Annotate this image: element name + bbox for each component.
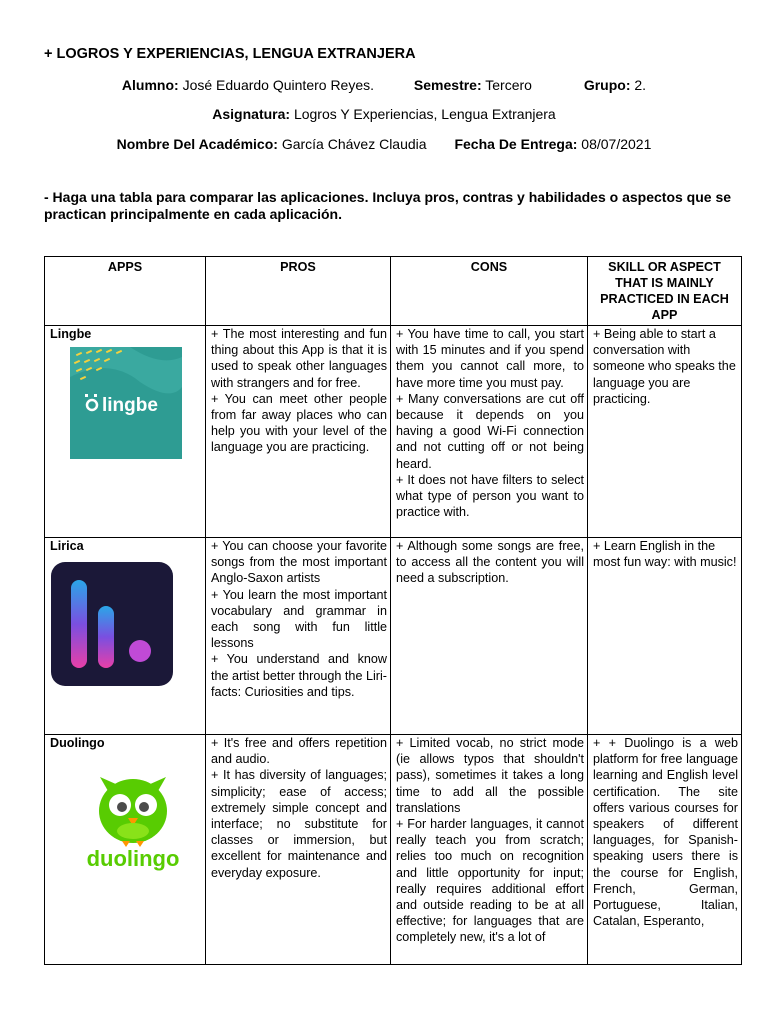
pros-cell-lingbe	[206, 326, 391, 538]
cons-cell-lirica	[391, 538, 588, 735]
grupo-label: Grupo:	[583, 77, 631, 93]
cons-item: + For harder languages, it cannot really teach you from scratch; relies too much on recognition and little opportunity for input; really requires additional effort and outside reading to be at all effective; for languages that are completely new, it's a lot of	[396, 817, 584, 945]
header-skill: SKILL OR ASPECT THAT IS MAINLY PRACTICED IN EACH APP	[588, 257, 742, 326]
alumno-value: José Eduardo Quintero Reyes.	[182, 77, 375, 93]
comparison-table	[44, 256, 742, 965]
pros-item: + You can choose your favorite songs from the most important Anglo-Saxon artists	[211, 539, 387, 586]
academico-label: Nombre Del Académico:	[116, 136, 278, 152]
table-header-row	[45, 257, 742, 326]
header-pros: PROS	[206, 257, 391, 326]
academic-line	[0, 136, 768, 152]
table-row	[45, 735, 742, 965]
pros-item: + You understand and know the artist better through the Liri-facts: Curiosities and tips.	[211, 652, 387, 699]
skill-item: + + Duolingo is a web platform for free language learning and English level certification. The site offers various courses for speakers of different languages, for Spanish-speaking users there is the course for English, French, German, Portuguese, Italian, Catalan, Esperanto,	[593, 736, 738, 929]
grupo-value: 2.	[634, 77, 647, 93]
app-cell-lirica	[45, 538, 206, 735]
fecha-value: 08/07/2021	[581, 136, 652, 152]
cons-item: + You have time to call, you start with 15 minutes and if you spend them you cannot call more, to have more time you must pay.	[396, 327, 584, 390]
cons-cell-lingbe	[391, 326, 588, 538]
fecha-label: Fecha De Entrega:	[454, 136, 578, 152]
skill-cell-lingbe	[588, 326, 742, 538]
semestre-value: Tercero	[485, 77, 532, 93]
header-cons: CONS	[391, 257, 588, 326]
app-name: Duolingo	[50, 736, 105, 750]
header-apps: APPS	[45, 257, 206, 326]
semestre-label: Semestre:	[413, 77, 482, 93]
app-cell-lingbe	[45, 326, 206, 538]
svg-text:lingbe: lingbe	[102, 395, 158, 417]
lingbe-logo	[70, 347, 182, 459]
pros-item: + You learn the most important vocabulary and grammar in each song with fun little lessons	[211, 587, 387, 651]
pros-item: + It has diversity of languages; simplicity; ease of access; extremely simple concept and interface; no substitute for classes or immersion, but excellent for maintenance and everyday exposure.	[211, 768, 387, 880]
pros-cell-lirica	[206, 538, 391, 735]
instruction-text: - Haga una tabla para comparar las aplicaciones. Incluya pros, contras y habilidades o aspectos que se practican principalmente en cada aplicación.	[44, 189, 732, 222]
pros-item: + You can meet other people from far away places who can help you with your level of the language you are practicing.	[211, 391, 387, 455]
lirica-logo	[51, 562, 173, 686]
table-row	[45, 538, 742, 735]
app-cell-duolingo	[45, 735, 206, 965]
skill-cell-duolingo	[588, 735, 742, 965]
alumno-label: Alumno:	[121, 77, 179, 93]
skill-item: + Learn English in the most fun way: with music!	[593, 539, 737, 570]
skill-item: + Being able to start a conversation with someone who speaks the language you are practicing.	[593, 327, 736, 406]
duolingo-logo	[78, 763, 188, 875]
app-name: Lingbe	[50, 327, 92, 341]
app-name: Lirica	[50, 539, 84, 553]
svg-text:duolingo: duolingo	[86, 846, 180, 872]
cons-cell-duolingo	[391, 735, 588, 965]
pros-item: + The most interesting and fun thing about this App is that it is used to speak other languages with strangers and for free.	[211, 327, 387, 390]
skill-cell-lirica	[588, 538, 742, 735]
asignatura-label: Asignatura:	[212, 106, 291, 122]
pros-item: + It's free and offers repetition and audio.	[211, 736, 387, 767]
cons-item: + It does not have filters to select what type of person you want to practice with.	[396, 472, 584, 520]
cons-item: + Many conversations are cut off because it depends on you having a good Wi-Fi connection and not cutting off or not being heard.	[396, 391, 584, 471]
document-title: + LOGROS Y EXPERIENCIAS, LENGUA EXTRANJERA	[44, 46, 416, 62]
asignatura-value: Logros Y Experiencias, Lengua Extranjera	[293, 106, 556, 122]
cons-item: + Although some songs are free, to access all the content you will need a subscription.	[396, 539, 584, 586]
pros-cell-duolingo	[206, 735, 391, 965]
student-line	[0, 77, 768, 93]
academico-value: García Chávez Claudia	[281, 136, 427, 152]
table-row	[45, 326, 742, 538]
subject-line	[0, 106, 768, 122]
cons-item: + Limited vocab, no strict mode (ie allows typos that shouldn't pass), sometimes it takes a long time to add all the possible translations	[396, 736, 584, 815]
